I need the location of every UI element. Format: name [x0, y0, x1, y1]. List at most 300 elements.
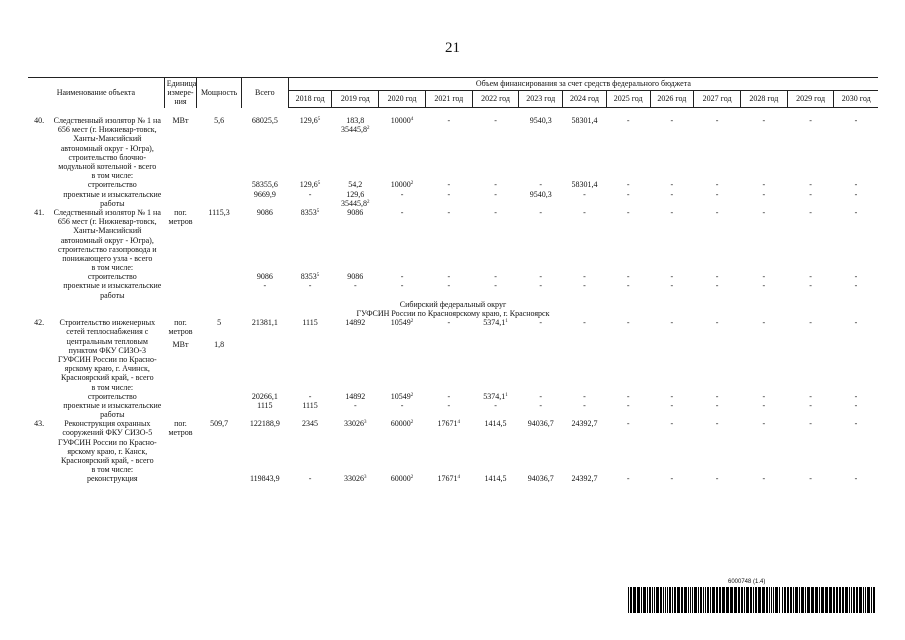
year-value [288, 318, 332, 382]
year-value [834, 190, 878, 208]
amount: 33026 [344, 474, 365, 484]
capacity-cell [197, 419, 242, 465]
barcode-bar [703, 587, 704, 613]
capacity-cell [197, 318, 242, 382]
barcode-bar [712, 587, 715, 613]
barcode-bar [833, 587, 835, 613]
year-value [740, 318, 787, 382]
year-value [606, 281, 650, 299]
year-value [834, 465, 878, 474]
year-value [472, 208, 519, 263]
amount: 183,8 [346, 116, 365, 126]
barcode-bar [744, 587, 745, 613]
capacity-cell [197, 474, 242, 483]
unit-cell [164, 208, 197, 263]
amount: 2345 [302, 419, 319, 429]
section-heading: Сибирский федеральный округ [399, 299, 507, 309]
section-row [28, 300, 878, 309]
year-value [694, 318, 741, 382]
row-number: 43. [34, 419, 45, 429]
year-value [740, 272, 787, 281]
year-value [425, 190, 472, 208]
barcode-bar [688, 587, 689, 613]
amount: 8353 [300, 207, 317, 217]
year-value [694, 171, 741, 180]
amount: - [626, 391, 630, 401]
unit-cell [164, 116, 197, 171]
year-value [606, 465, 650, 474]
section-row [28, 309, 878, 318]
amount: - [539, 400, 543, 410]
amount: - [539, 391, 543, 401]
year-value [787, 180, 834, 189]
table-row [28, 383, 878, 392]
year-value [425, 171, 472, 180]
year-value [379, 208, 426, 263]
year-value [650, 383, 694, 392]
amount: - [762, 419, 766, 429]
barcode-bar [849, 587, 850, 613]
year-value [787, 263, 834, 272]
section-heading: ГУФСИН России по Красноярскому краю, г. Красноярск [356, 309, 550, 318]
header-funding: Объем финансирования за счет средств федерального бюджета [288, 78, 878, 91]
year-value [472, 171, 519, 180]
year-value [650, 116, 694, 171]
footnote-mark: 2 [410, 475, 414, 481]
barcode-bar [842, 587, 844, 613]
total-value: 122188,9 [249, 419, 280, 429]
capacity-value: 5 [217, 318, 222, 328]
total-value [241, 383, 288, 392]
barcode-bar [782, 587, 783, 613]
barcode-bar [654, 587, 655, 613]
year-value [787, 392, 834, 401]
amount: - [626, 116, 630, 126]
year-value [379, 116, 426, 171]
year-value [606, 208, 650, 263]
year-value [650, 263, 694, 272]
row-number [28, 180, 50, 189]
barcode-label: 6000748 (1.4) [728, 579, 766, 585]
object-name: в том числе: [91, 171, 134, 181]
amount: - [670, 116, 674, 126]
year-value [379, 419, 426, 465]
barcode-bar [710, 587, 711, 613]
footnote-mark: 1 [505, 392, 508, 398]
amount: - [494, 189, 497, 199]
barcode-bar [698, 587, 699, 613]
object-name: реконструкция [87, 474, 138, 484]
barcode-bar [773, 587, 774, 613]
year-value [740, 208, 787, 263]
amount: 9086 [347, 272, 364, 282]
total-value: 21381,1 [251, 318, 278, 328]
year-value [472, 190, 519, 208]
amount: 24392,7 [571, 419, 598, 429]
capacity-cell [197, 116, 242, 171]
header-total: Всего [241, 78, 288, 108]
capacity-cell [197, 208, 242, 263]
barcode-bar [851, 587, 852, 613]
year-value [834, 208, 878, 263]
year-value [650, 281, 694, 299]
amount: 60000 [390, 474, 411, 484]
row-number [28, 272, 50, 281]
year-value [288, 263, 332, 272]
amount: - [854, 207, 858, 217]
unit-cell [164, 318, 197, 382]
capacity-cell [197, 171, 242, 180]
year-value [332, 281, 379, 299]
year-value [379, 383, 426, 392]
year-value [379, 392, 426, 401]
barcode-bar [707, 587, 709, 613]
amount: - [626, 474, 630, 484]
year-value [425, 208, 472, 263]
amount: - [809, 400, 812, 410]
amount: - [447, 400, 451, 410]
amount: 1115 [302, 400, 318, 410]
barcode-bar [755, 587, 757, 613]
table-row [28, 465, 878, 474]
amount: 1414,5 [484, 419, 507, 429]
year-value [563, 419, 607, 465]
amount: - [809, 189, 812, 199]
amount: 9086 [347, 207, 364, 217]
barcode-bar [677, 587, 680, 613]
amount: - [447, 207, 451, 217]
footnote-mark: 4 [457, 420, 461, 426]
amount: - [715, 189, 719, 199]
year-value [694, 263, 741, 272]
capacity-cell [197, 190, 242, 208]
barcode-bar [815, 587, 818, 613]
header-year: 2023 год [519, 91, 563, 108]
amount: 14892 [345, 391, 366, 401]
year-value [332, 465, 379, 474]
year-value [606, 263, 650, 272]
total-value [241, 171, 288, 180]
year-value [787, 272, 834, 281]
barcode-bar [672, 587, 673, 613]
year-value [650, 208, 694, 263]
year-value [288, 171, 332, 180]
barcode-bar [730, 587, 733, 613]
barcode-bar [839, 587, 841, 613]
amount: 60000 [390, 419, 411, 429]
year-value [379, 190, 426, 208]
year-value [563, 281, 607, 299]
year-value [425, 318, 472, 382]
barcode-bar [705, 587, 706, 613]
year-value [472, 392, 519, 401]
capacity-cell [197, 401, 242, 419]
amount: - [715, 474, 719, 484]
amount: - [494, 272, 497, 282]
year-value [834, 281, 878, 299]
amount: - [583, 281, 586, 291]
footnote-mark: 4 [457, 475, 461, 481]
object-name: Следственный изолятор № 1 на 656 мест (г. Нижневар-товск, Ханты-Мансийский автономный округ - Югра), строительство блочно-модульной котельной - всего [53, 116, 161, 171]
amount: 9540,3 [529, 189, 552, 199]
header-year: 2024 год [563, 91, 607, 108]
year-value [332, 318, 379, 382]
row-number: 41. [34, 207, 45, 217]
unit-cell [164, 263, 197, 272]
amount: - [626, 207, 630, 217]
amount: 14892 [345, 318, 366, 328]
year-value [740, 383, 787, 392]
table-row [28, 171, 878, 180]
barcode-bar [799, 587, 800, 613]
year-value [694, 208, 741, 263]
footnote-mark: 2 [410, 420, 414, 426]
year-value [332, 208, 379, 263]
footnote-mark: 4 [410, 117, 414, 123]
amount: - [715, 116, 719, 126]
amount: - [400, 189, 404, 199]
year-value [288, 116, 332, 171]
year-value [563, 208, 607, 263]
amount: 35445,8 [341, 125, 368, 135]
amount: - [715, 391, 719, 401]
barcode-bar [793, 587, 794, 613]
barcode-bar [784, 587, 786, 613]
amount: - [809, 272, 812, 282]
total-value: 1115 [257, 400, 273, 410]
year-value [472, 474, 519, 483]
object-name: проектные и изыскательские работы [63, 189, 162, 208]
year-value [606, 392, 650, 401]
unit-cell [164, 465, 197, 474]
barcode-bar [700, 587, 702, 613]
row-number [28, 263, 50, 272]
amount: - [715, 318, 719, 328]
year-value [606, 171, 650, 180]
amount: - [539, 281, 543, 291]
page-number: 21 [445, 40, 460, 56]
barcode-bar [758, 587, 761, 613]
barcode-bar [719, 587, 721, 613]
barcode-bar [681, 587, 683, 613]
unit-cell [164, 281, 197, 299]
header-year: 2029 год [787, 91, 834, 108]
year-value [650, 474, 694, 483]
year-value [834, 392, 878, 401]
capacity-cell [197, 180, 242, 189]
row-number: 42. [34, 318, 45, 328]
unit-value: пог. метров [168, 419, 193, 438]
year-value [332, 419, 379, 465]
year-value [606, 190, 650, 208]
year-value [787, 171, 834, 180]
barcode-bar [766, 587, 768, 613]
year-value [472, 383, 519, 392]
barcode-bar [726, 587, 729, 613]
amount: 58301,4 [571, 180, 598, 190]
amount: - [494, 400, 497, 410]
year-value [519, 281, 563, 299]
year-value [740, 401, 787, 419]
year-value [650, 190, 694, 208]
amount: 10000 [390, 116, 411, 126]
table-row [28, 281, 878, 299]
year-value [787, 401, 834, 419]
year-value [606, 272, 650, 281]
amount: 5374,1 [483, 391, 506, 401]
amount: 58301,4 [571, 116, 598, 126]
footnote-mark: 2 [367, 199, 370, 205]
amount: - [854, 474, 858, 484]
year-value [606, 116, 650, 171]
row-number [28, 171, 50, 180]
unit-cell [164, 419, 197, 465]
amount: - [539, 207, 543, 217]
year-value [519, 383, 563, 392]
footnote-mark: 2 [410, 181, 414, 187]
object-name: Следственный изолятор № 1 на 656 мест (г. Нижневар-товск, Ханты-Мансийский автономный округ - Югра), строительство газопровода и понижающего узла - всего [53, 207, 161, 263]
object-name: в том числе: [91, 465, 134, 475]
year-value [332, 263, 379, 272]
table-row [28, 263, 878, 272]
footnote-mark: 2 [410, 319, 414, 325]
header-year: 2028 год [740, 91, 787, 108]
year-value [288, 474, 332, 483]
year-value [740, 190, 787, 208]
year-value [519, 263, 563, 272]
year-value [519, 208, 563, 263]
year-value [834, 419, 878, 465]
header-year: 2025 год [606, 91, 650, 108]
total-value: 9669,9 [253, 189, 276, 199]
amount: - [762, 281, 766, 291]
amount: - [400, 281, 404, 291]
year-value [472, 401, 519, 419]
year-value [650, 318, 694, 382]
year-value [787, 383, 834, 392]
barcode-bar [722, 587, 725, 613]
barcode-bar [769, 587, 770, 613]
barcode-bar [775, 587, 778, 613]
amount: - [400, 400, 404, 410]
year-value [694, 392, 741, 401]
year-value [834, 180, 878, 189]
capacity-cell [197, 465, 242, 474]
year-value [787, 190, 834, 208]
year-value [425, 419, 472, 465]
unit-value: пог. метров [168, 318, 193, 337]
funding-table [28, 77, 878, 484]
year-value [563, 171, 607, 180]
year-value [425, 392, 472, 401]
barcode-bar [692, 587, 693, 613]
year-value [563, 392, 607, 401]
barcode-bar [694, 587, 697, 613]
amount: - [583, 391, 586, 401]
year-value [694, 281, 741, 299]
year-value [519, 318, 563, 382]
barcode-bar [750, 587, 752, 613]
table-row [28, 419, 878, 465]
year-value [332, 116, 379, 171]
year-value [519, 190, 563, 208]
amount: - [626, 189, 630, 199]
row-number: 40. [34, 116, 45, 126]
amount: - [670, 318, 674, 328]
row-number [28, 383, 50, 392]
barcode-bar [660, 587, 662, 613]
barcode-bar [856, 587, 858, 613]
barcode-bar [637, 587, 640, 613]
table-row [28, 190, 878, 208]
year-value [650, 180, 694, 189]
amount: - [670, 272, 674, 282]
capacity-value: 1115,3 [208, 207, 230, 217]
row-number [28, 281, 50, 299]
year-value [606, 318, 650, 382]
total-value: - [263, 281, 267, 291]
year-value [834, 318, 878, 382]
barcode-bar [771, 587, 772, 613]
amount: - [626, 281, 630, 291]
amount: 33026 [344, 419, 365, 429]
year-value [694, 272, 741, 281]
table-row [28, 401, 878, 419]
amount: - [583, 318, 586, 328]
year-value [787, 318, 834, 382]
amount: - [670, 391, 674, 401]
amount: - [539, 318, 543, 328]
year-value [379, 263, 426, 272]
year-value [472, 419, 519, 465]
amount: 1115 [302, 318, 318, 328]
unit-cell [164, 190, 197, 208]
barcode-bar [716, 587, 718, 613]
amount: - [762, 391, 766, 401]
amount: - [715, 207, 719, 217]
amount: 94036,7 [527, 474, 554, 484]
amount: - [353, 400, 357, 410]
year-value [288, 180, 332, 189]
amount: - [583, 189, 586, 199]
barcode-bar [647, 587, 648, 613]
year-value [834, 116, 878, 171]
amount: - [583, 207, 586, 217]
barcode-bar [859, 587, 862, 613]
amount: - [447, 281, 451, 291]
year-value [787, 465, 834, 474]
year-value [332, 171, 379, 180]
year-value [472, 116, 519, 171]
amount: - [447, 180, 451, 190]
capacity-value: 1,8 [214, 340, 225, 350]
amount: - [854, 281, 858, 291]
unit-cell [164, 392, 197, 401]
table-row [28, 272, 878, 281]
barcode-bar [836, 587, 838, 613]
amount: - [809, 419, 812, 429]
year-value [288, 392, 332, 401]
footnote-mark: 3 [364, 475, 367, 481]
amount: 9540,3 [529, 116, 552, 126]
year-value [787, 281, 834, 299]
barcode-bar [779, 587, 780, 613]
year-value [379, 180, 426, 189]
year-value [519, 171, 563, 180]
footnote-mark: 2 [367, 126, 370, 132]
year-value [740, 474, 787, 483]
amount: - [762, 180, 766, 190]
